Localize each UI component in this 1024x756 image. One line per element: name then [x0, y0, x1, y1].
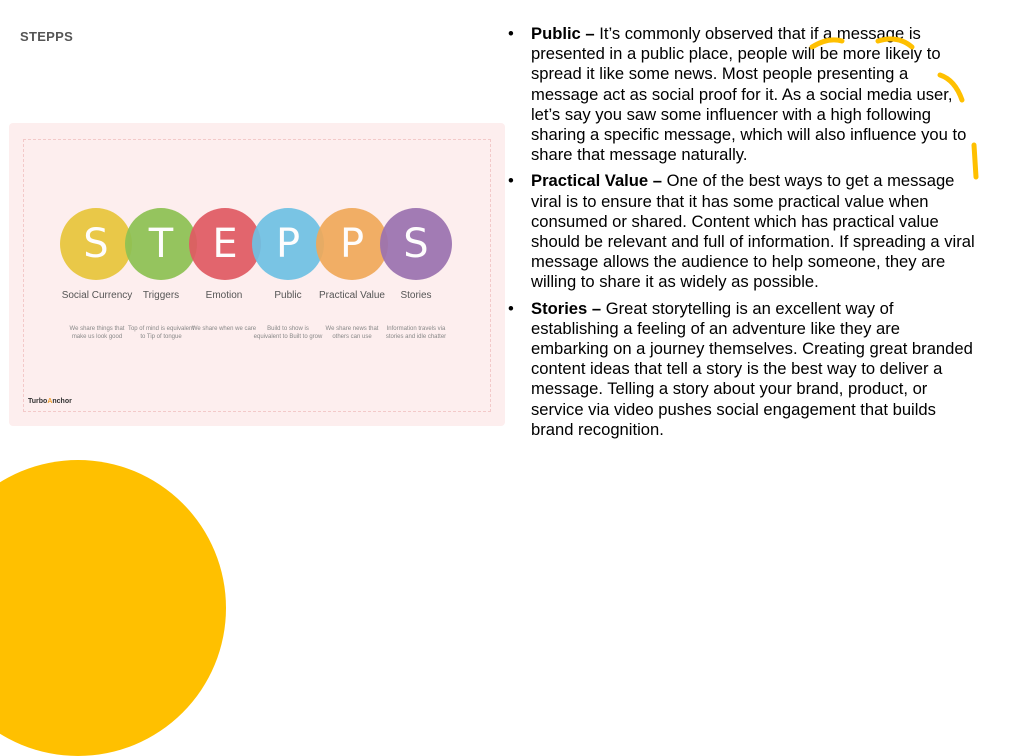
infographic-title: STEPPS: [20, 29, 74, 44]
bullet-text: Great storytelling is an excellent way of establishing a feeling of an adventure like they are embarking on a journey themselves. Creating great branded content ideas that tell a story is the best way to deliver a message. Telling a story about your brand, product, or service via video pushes social engagement that builds brand recognition.: [531, 298, 973, 439]
desc-social-currency: We share things that make us look good: [69, 326, 125, 340]
circle-public: [252, 208, 324, 280]
brand-prefix: Turbo: [28, 398, 48, 405]
label-triggers: Triggers: [142, 290, 180, 301]
letter-t: T: [148, 221, 174, 267]
letter-p: P: [275, 221, 301, 267]
bullet-text: One of the best ways to get a message viral is to ensure that it has some practical value when consumed or shared. Content which has practical value should be relevant and full of information. If spreading a viral message allows the audience to help someone, they are willing to share it as widely as possible.: [531, 171, 975, 292]
letter-s: S: [403, 221, 429, 267]
brand-suffix: nchor: [52, 398, 72, 405]
desc-emotion: We share when we care: [191, 326, 257, 332]
desc-stories: Information travels via stories and idle chatter: [385, 326, 447, 340]
bullet-term: Public –: [531, 24, 595, 43]
label-emotion: Emotion: [205, 290, 243, 301]
brand-logo: [28, 398, 72, 405]
letter-s: S: [83, 221, 109, 267]
circle-stories: [380, 208, 452, 280]
brand-accent: A: [47, 398, 53, 405]
circle-social-currency: [60, 208, 132, 280]
label-social-currency: Social Currency: [61, 290, 133, 301]
label-practical-value: Practical Value: [319, 290, 385, 301]
letter-p: P: [339, 221, 365, 267]
bullet-term: Practical Value –: [531, 171, 662, 191]
decorative-scribble: [800, 25, 1000, 195]
circle-practical-value: [316, 208, 388, 280]
bullet-stories: [506, 299, 976, 440]
label-stories: Stories: [400, 290, 432, 301]
desc-practical-value: We share news that others can use: [325, 326, 379, 340]
decorative-yellow-circle: [0, 460, 226, 756]
circle-emotion: [189, 208, 261, 280]
letter-e: E: [212, 221, 238, 267]
bullet-term: Stories –: [531, 298, 602, 318]
desc-triggers: Top of mind is equivalent to Tip of tongue: [127, 326, 195, 340]
label-public: Public: [274, 290, 302, 301]
desc-public: Build to show is equivalent to Built to grow: [253, 326, 323, 340]
circle-triggers: [125, 208, 197, 280]
bullet-text: It’s commonly observed that if a message is presented in a public place, people will be more likely to spread it like some news. Most people presenting a message act as social proof for it. As a social media user, let’s say you saw some influencer with a high following sharing a specific message, which will also influence you to share that message naturally.: [531, 24, 967, 165]
